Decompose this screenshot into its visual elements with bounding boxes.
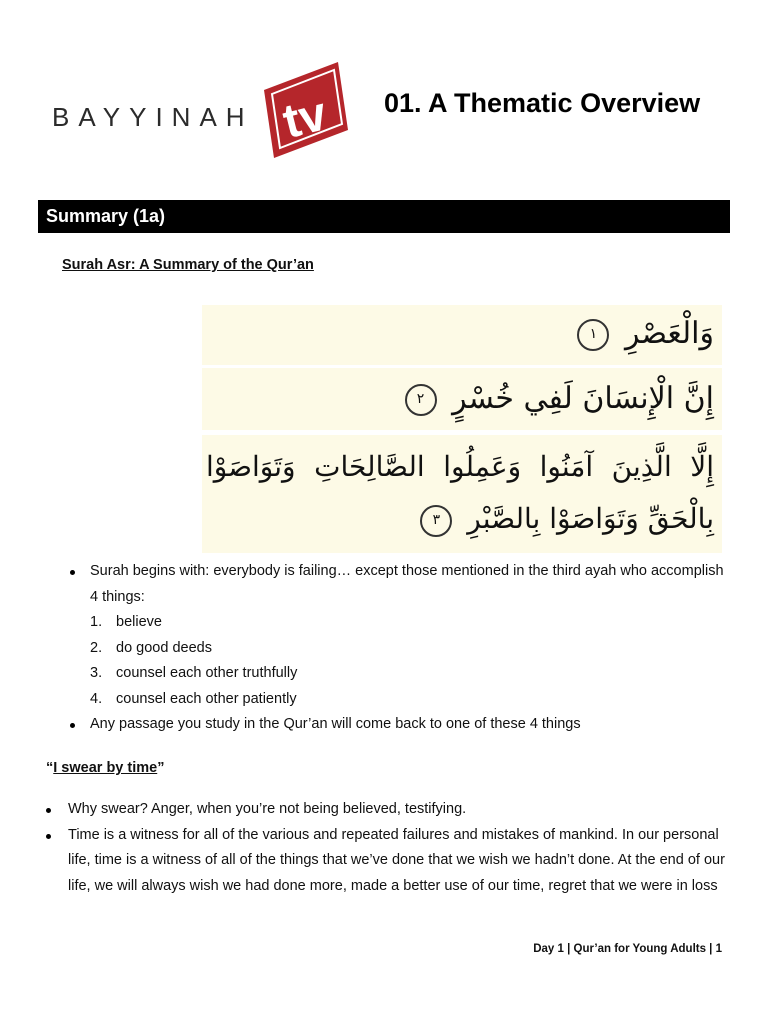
close-quote: ” xyxy=(157,760,165,776)
bullet-icon xyxy=(70,723,75,728)
summary-closing: Any passage you study in the Qur’an will come back to one of these 4 things xyxy=(90,716,581,732)
summary-bullet-list xyxy=(68,559,728,738)
list-item xyxy=(68,559,728,712)
logo-tv-text: tv xyxy=(277,87,333,150)
list-item xyxy=(90,687,728,713)
verse-3-text: إِلَّا الَّذِينَ آمَنُوا وَعَمِلُوا الصَّالِحَاتِ وَتَوَاصَوْا بِالْحَقِّ وَتَوَاصَوْا بِالصَّبْرِ xyxy=(206,450,714,535)
subheading: Surah Asr: A Summary of the Qur’an xyxy=(62,257,314,273)
verse-1-text: وَالْعَصْرِ xyxy=(624,316,714,351)
document-title: 01. A Thematic Overview xyxy=(384,88,701,118)
four-things-list xyxy=(90,610,728,712)
verse-3 xyxy=(202,435,722,553)
section-bar xyxy=(38,200,730,233)
list-item xyxy=(46,797,726,823)
verse-1-number: ١ xyxy=(577,319,609,351)
item-number: 4. xyxy=(90,690,103,707)
item-text: counsel each other truthfully xyxy=(116,665,298,681)
list-item xyxy=(90,636,728,662)
list-item xyxy=(90,661,728,687)
section-bar-label: Summary (1a) xyxy=(46,206,166,226)
item-number: 2. xyxy=(90,639,103,656)
list-item xyxy=(46,823,726,900)
logo-wordmark: BAYYINAH xyxy=(52,102,254,132)
swear-heading-text: I swear by time xyxy=(53,760,158,776)
verse-2-text: إِنَّ الْإِنسَانَ لَفِي خُسْرٍ xyxy=(452,381,714,416)
open-quote: “ xyxy=(46,760,54,776)
bullet-icon xyxy=(70,570,75,575)
verse-2 xyxy=(202,368,722,430)
list-item xyxy=(90,610,728,636)
swear-point-1: Why swear? Anger, when you’re not being believed, testifying. xyxy=(68,801,467,817)
swear-bullet-list xyxy=(46,797,726,899)
list-item xyxy=(68,712,728,738)
verse-1 xyxy=(202,305,722,365)
item-text: do good deeds xyxy=(116,639,212,656)
page-footer: Day 1 | Qur’an for Young Adults | 1 xyxy=(533,943,722,955)
item-number: 3. xyxy=(90,665,103,681)
bullet-icon xyxy=(46,808,51,813)
bullet-icon xyxy=(46,834,51,839)
verse-2-number: ٢ xyxy=(405,384,437,416)
verse-3-number: ٣ xyxy=(420,505,452,537)
swear-heading xyxy=(46,760,164,776)
bayyinah-tv-logo xyxy=(52,60,352,160)
item-text: believe xyxy=(116,614,162,630)
swear-point-2: Time is a witness for all of the various and repeated failures and mistakes of mankind. In our personal life, time is a witness of all of the things that we’ve done that we wish we hadn’t done. At the end of our life, we will always wish we had done more, made a better use of our time, regret that we were in loss xyxy=(68,826,725,894)
item-number: 1. xyxy=(90,614,103,630)
item-text: counsel each other patiently xyxy=(116,690,297,707)
tv-logo-icon xyxy=(258,60,350,158)
summary-intro: Surah begins with: everybody is failing… except those mentioned in the third ayah who accomplish 4 things: xyxy=(90,563,724,605)
